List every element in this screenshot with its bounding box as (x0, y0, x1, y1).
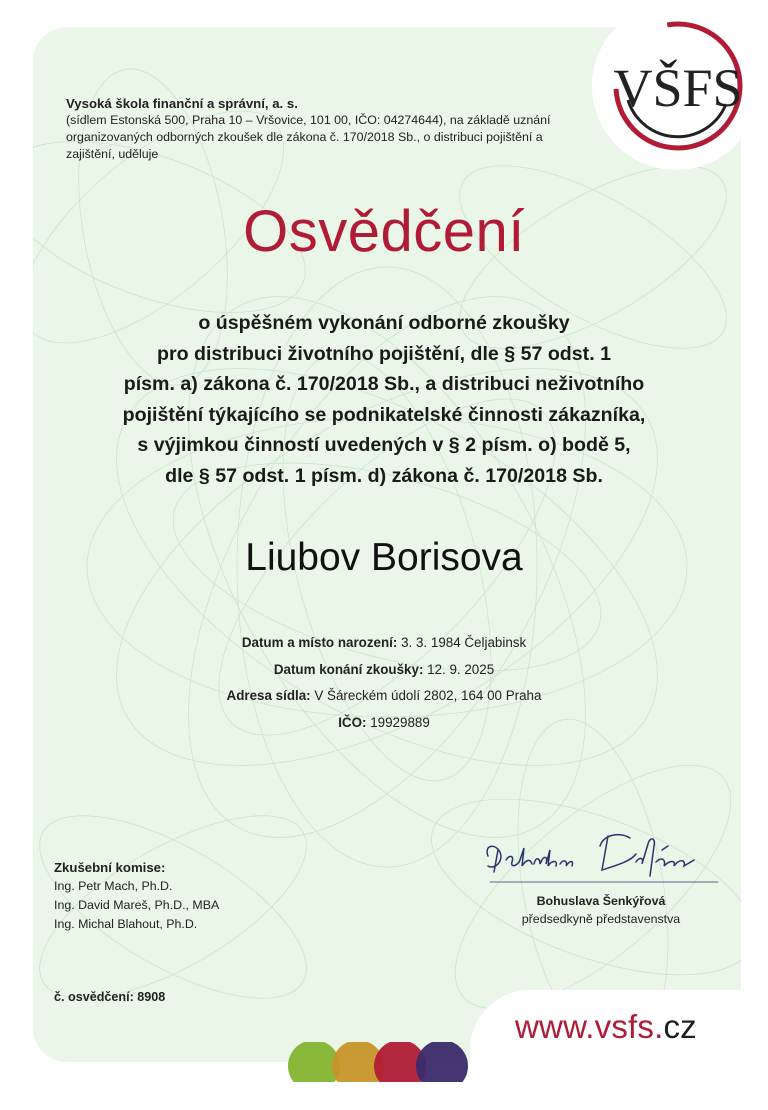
subtitle-line: pro distribuci životního pojištění, dle § 57 odst. 1 (157, 342, 611, 365)
committee-member: Ing. David Mareš, Ph.D., MBA (54, 898, 220, 912)
certificate-title: Osvědčení (243, 199, 525, 264)
holder-details (0, 630, 768, 736)
detail-value: 12. 9. 2025 (427, 661, 495, 677)
detail-label: Datum konání zkoušky: (273, 661, 424, 677)
certificate-number: č. osvědčení: 8908 (54, 990, 166, 1004)
handwritten-signature (480, 826, 740, 892)
subtitle-line: písm. a) zákona č. 170/2018 Sb., a distribuci neživotního (123, 373, 645, 395)
subtitle-line: pojištění týkajícího se podnikatelské činnosti zákazníka, (122, 403, 646, 426)
issuer-text: (sídlem Estonská 500, Praha 10 – Vršovice, 101 00, IČO: 04274644), na základě uznání organizovaných odborných zkoušek dle zákona č. 170/2018 Sb., o distribuci pojištění a zajištění, uděluje (66, 113, 551, 161)
issuer-block (66, 95, 586, 163)
website-tld: cz (663, 1008, 697, 1045)
committee-heading: Zkušební komise: (54, 860, 166, 875)
holder-name: Liubov Borisova (245, 536, 523, 579)
subtitle-line: s výjimkou činností uvedených v § 2 písm. o) bodě 5, (137, 434, 631, 456)
detail-label: Adresa sídla: (226, 688, 311, 703)
certificate-subtitle (60, 308, 708, 491)
subtitle-line: o úspěšném vykonání odborné zkoušky (198, 312, 570, 334)
detail-label: IČO: (338, 714, 367, 730)
detail-row-birth (0, 630, 768, 657)
signer-name: Bohuslava Šenkýřová (536, 894, 666, 908)
detail-row-exam-date (0, 657, 768, 684)
website-main: www.vsfs. (515, 1008, 664, 1045)
signer-block (486, 892, 716, 928)
logo-text: VŠFS (613, 58, 743, 118)
detail-value: 3. 3. 1984 Čeljabinsk (401, 635, 527, 650)
issuer-name: Vysoká škola finanční a správní, a. s. (66, 96, 298, 111)
detail-label: Datum a místo narození: (241, 635, 398, 650)
detail-row-address (0, 683, 768, 710)
subtitle-line: dle § 57 odst. 1 písm. d) zákona č. 170/2018 Sb. (165, 464, 603, 487)
detail-row-ico (0, 710, 768, 737)
detail-value: V Šáreckém údolí 2802, 164 00 Praha (314, 688, 542, 703)
committee-member: Ing. Michal Blahout, Ph.D. (54, 917, 198, 931)
committee-member: Ing. Petr Mach, Ph.D. (54, 879, 173, 893)
website-link[interactable] (515, 1008, 697, 1046)
signer-role: předsedkyně představenstva (521, 912, 681, 926)
detail-value: 19929889 (370, 714, 430, 730)
exam-committee (54, 858, 314, 934)
vsfs-logo (590, 0, 768, 180)
decorative-dots (286, 1042, 486, 1082)
